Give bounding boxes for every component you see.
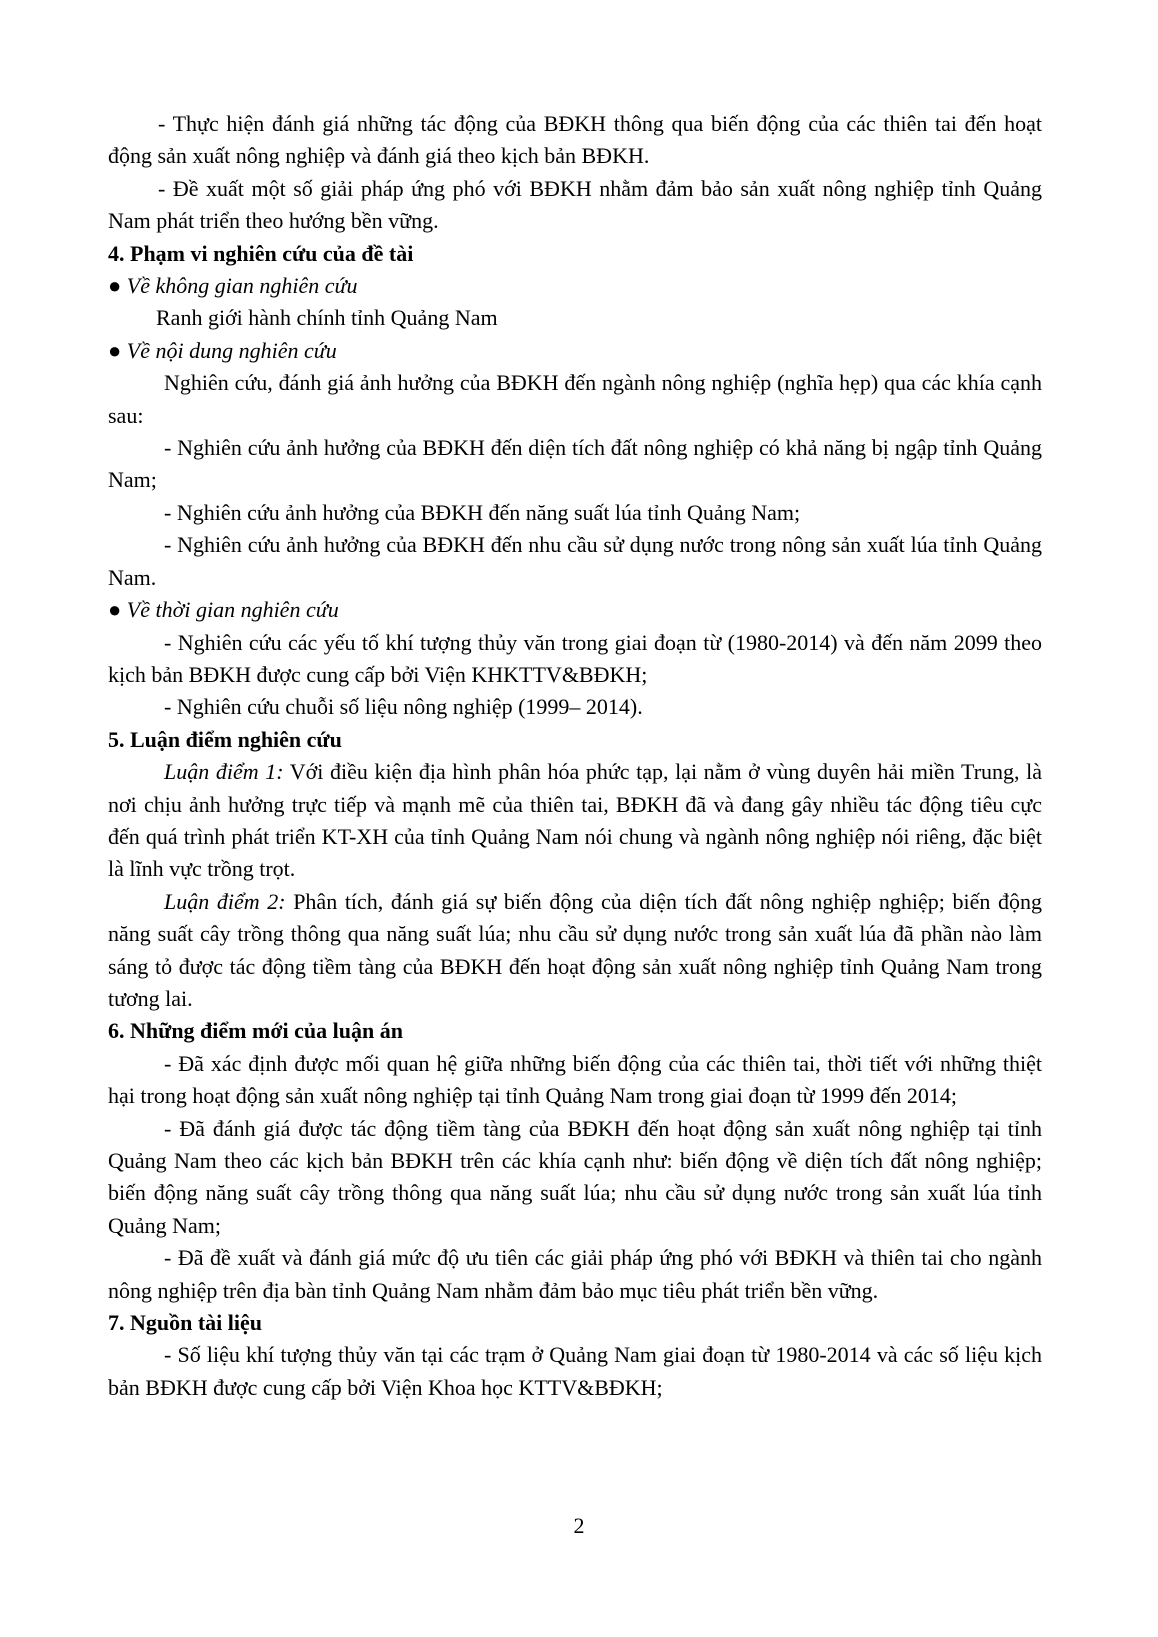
section-heading-7: 7. Nguồn tài liệu [108, 1310, 263, 1336]
paragraph: - Đề xuất một số giải pháp ứng phó với BĐKH nhằm đảm bảo sản xuất nông nghiệp tỉnh Quảng Nam phát triển theo hướng bền vững. [108, 175, 1042, 234]
paragraph: - Nghiên cứu ảnh hưởng của BĐKH đến năng suất lúa tỉnh Quảng Nam; [164, 499, 801, 525]
section-heading-4: 4. Phạm vi nghiên cứu của đề tài [108, 240, 414, 266]
document-body [108, 108, 1042, 1404]
paragraph-text: Với điều kiện địa hình phân hóa phức tạp, lại nằm ở vùng duyên hải miền Trung, là nơi chịu ảnh hưởng trực tiếp và mạnh mẽ của thiên tai, BĐKH đã và đang gây nhiều tác động tiêu cực đến quá trình phát triển KT-XH của tỉnh Quảng Nam nói chung và ngành nông nghiệp nói riêng, đặc biệt là lĩnh vực trồng trọt. [108, 759, 1042, 882]
paragraph: Ranh giới hành chính tỉnh Quảng Nam [156, 305, 498, 331]
paragraph: - Nghiên cứu các yếu tố khí tượng thủy văn trong giai đoạn từ (1980-2014) và đến năm 2099 theo kịch bản BĐKH được cung cấp bởi Viện KHKTTV&BĐKH; [108, 629, 1042, 687]
page-number: 2 [573, 1513, 585, 1538]
paragraph: - Nghiên cứu ảnh hưởng của BĐKH đến diện tích đất nông nghiệp có khả năng bị ngập tỉnh Quảng Nam; [108, 435, 1042, 493]
paragraph: - Đã đánh giá được tác động tiềm tàng của BĐKH đến hoạt động sản xuất nông nghiệp tại tỉnh Quảng Nam theo các kịch bản BĐKH trên các khía cạnh như: biến động về diện tích đất nông nghiệp; biến động năng suất cây trồng thông qua năng suất lúa; nhu cầu sử dụng nước trong sản xuất lúa tỉnh Quảng Nam; [108, 1115, 1042, 1238]
section-heading-5: 5. Luận điểm nghiên cứu [108, 726, 342, 752]
paragraph: - Nghiên cứu ảnh hưởng của BĐKH đến nhu cầu sử dụng nước trong nông sản xuất lúa tỉnh Quảng Nam. [108, 532, 1042, 590]
paragraph: - Thực hiện đánh giá những tác động của BĐKH thông qua biến động của các thiên tai đến hoạt động sản xuất nông nghiệp và đánh giá theo kịch bản BĐKH. [108, 111, 1042, 169]
paragraph: - Đã đề xuất và đánh giá mức độ ưu tiên các giải pháp ứng phó với BĐKH và thiên tai cho ngành nông nghiệp trên địa bàn tỉnh Quảng Nam nhằm đảm bảo mục tiêu phát triển bền vững. [108, 1245, 1042, 1303]
paragraph [108, 886, 1042, 1016]
subheading-time: ● Về thời gian nghiên cứu [108, 597, 339, 623]
paragraph: Nghiên cứu, đánh giá ảnh hưởng của BĐKH đến ngành nông nghiệp (nghĩa hẹp) qua các khía cạnh sau: [108, 370, 1042, 428]
subheading-space: ● Về không gian nghiên cứu [108, 273, 358, 299]
subheading-content: ● Về nội dung nghiên cứu [108, 337, 337, 363]
paragraph: - Nghiên cứu chuỗi số liệu nông nghiệp (1999– 2014). [164, 694, 643, 720]
paragraph [108, 756, 1042, 886]
section-heading-6: 6. Những điểm mới của luận án [108, 1018, 403, 1044]
paragraph: - Số liệu khí tượng thủy văn tại các trạm ở Quảng Nam giai đoạn từ 1980-2014 và các số liệu kịch bản BĐKH được cung cấp bởi Viện Khoa học KTTV&BĐKH; [108, 1342, 1042, 1400]
paragraph: - Đã xác định được mối quan hệ giữa những biến động của các thiên tai, thời tiết với những thiệt hại trong hoạt động sản xuất nông nghiệp tại tỉnh Quảng Nam trong giai đoạn từ 1999 đến 2014; [108, 1050, 1042, 1109]
thesis-label: Luận điểm 1: [164, 759, 284, 785]
paragraph-text: Phân tích, đánh giá sự biến động của diện tích đất nông nghiệp nghiệp; biến động năng suất cây trồng thông qua năng suất lúa; nhu cầu sử dụng nước trong sản xuất lúa đã phần nào làm sáng tỏ được tác động tiềm tàng của BĐKH đến hoạt động sản xuất nông nghiệp tỉnh Quảng Nam trong tương lai. [108, 888, 1043, 1011]
thesis-label: Luận điểm 2: [164, 888, 286, 914]
